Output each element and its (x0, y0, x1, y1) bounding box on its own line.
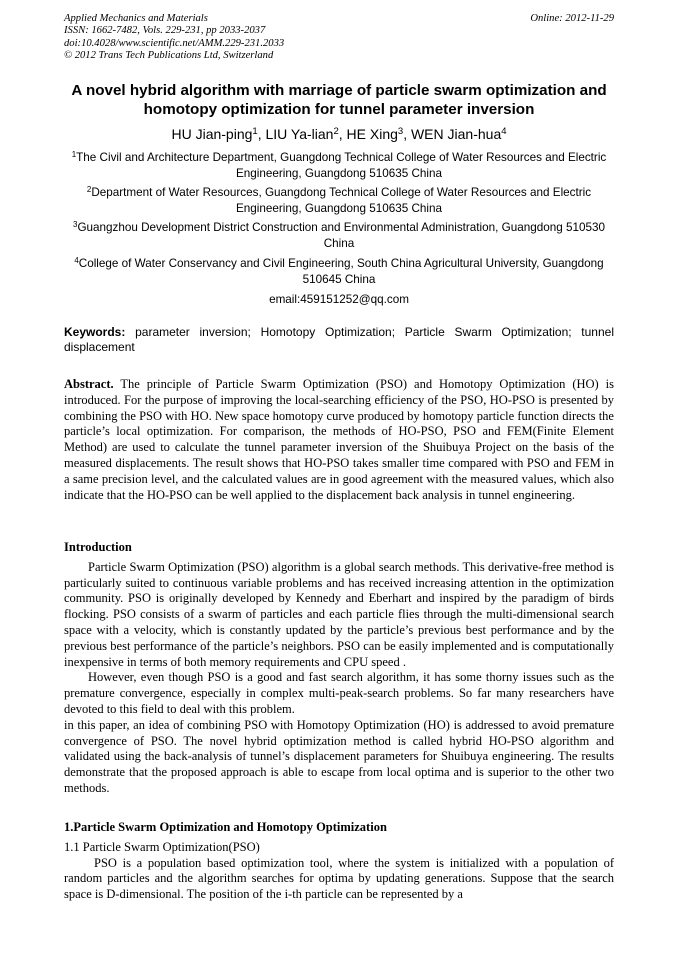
online-date: Online: 2012-11-29 (530, 13, 614, 24)
paragraph: in this paper, an idea of combining PSO with Homotopy Optimization (HO) is addressed to avoid premature convergence of PSO. The novel hybrid optimization method is called hybrid HO-PSO algorithm and validated using the back-analysis of tunnel’s displacement parameters for Shuibuya engineering. The results demonstrate that the proposed approach is able to escape from local optima and is superior to the other two methods. (64, 717, 614, 795)
subsection-heading: 1.1 Particle Swarm Optimization(PSO) (64, 839, 260, 854)
abstract-label: Abstract. (64, 377, 114, 391)
introduction-section (64, 540, 614, 797)
author-sup: 3 (397, 126, 404, 138)
paragraph: PSO is a population based optimization tool, where the system is initialized with a population of random particles and the algorithm searches for optima by updating generations. Suppose that the search space is D-dimensional. The position of the i-th particle can be represented by a (64, 855, 614, 902)
email: email:459151252@qq.com (269, 293, 409, 306)
section-1 (64, 820, 614, 903)
keywords-label: Keywords: (64, 325, 126, 339)
affiliation (60, 150, 618, 182)
author-name: LIU Ya-lian (265, 126, 334, 142)
doi: doi:10.4028/www.scientific.net/AMM.229-231.2033 (64, 37, 285, 49)
introduction-heading: Introduction (64, 540, 132, 554)
affiliation-text: Department of Water Resources, Guangdong Technical College of Water Resources and Electric Engineering, Guangdong 510635 China (91, 186, 592, 215)
affiliation-text: The Civil and Architecture Department, Guangdong Technical College of Water Resources and Electric Engineering, Guangdong 510635 China (76, 151, 607, 180)
author-name: WEN Jian-hua (410, 126, 502, 142)
abstract (64, 377, 614, 503)
affiliation-sup: 4 (74, 256, 79, 266)
journal-header (64, 13, 614, 62)
affiliation-sup: 2 (86, 185, 92, 195)
paper-title: A novel hybrid algorithm with marriage of particle swarm optimization and homotopy optimization for tunnel parameter inversion (71, 82, 607, 118)
keywords (64, 325, 614, 355)
author-sup: 2 (333, 126, 339, 138)
author-sup: 4 (501, 126, 507, 138)
issn: ISSN: 1662-7482, Vols. 229-231, pp 2033-2037 (64, 25, 266, 37)
journal-name: Applied Mechanics and Materials (64, 13, 208, 24)
affiliation-sup: 3 (73, 220, 78, 230)
author-list: HU Jian-ping$^1$, LIU Ya-lian$^2$, HE Xing$^3$, WEN Jian-hua$^4$ (171, 126, 507, 142)
paragraph: However, even though PSO is a good and fast search algorithm, it has some thorny issues such as the premature convergence, especially in complex multi-peak-search problems. So far many researchers have devoted to this field to deal with this problem. (64, 670, 614, 716)
affiliation (60, 185, 618, 217)
abstract-text: The principle of Particle Swarm Optimization (PSO) and Homotopy Optimization (HO) is introduced. For the purpose of improving the local-searching efficiency of the PSO, HO-PSO is presented by combining the PSO with HO. New space homotopy curve produced by homotopy particle function directs the particle’s local optimization. For comparison, the methods of HO-PSO, PSO and FEM(Finite Element Method) are used to calculate the tunnel parameter inversion of the Shuibuya Project on the basis of the measured displacements. The result shows that HO-PSO takes smaller time compared with PSO and FEM in a same precision level, and the calculated values are in good agreement with the measured values, which also indicate that the HO-PSO can be well applied to the displacement back analysis in tunnel engineering. (64, 377, 614, 502)
affiliation (60, 220, 618, 252)
author-name: HU Jian-ping (171, 126, 253, 142)
author-name: HE Xing (346, 126, 398, 142)
keywords-text: parameter inversion; Homotopy Optimization; Particle Swarm Optimization; tunnel displacement (64, 325, 614, 354)
copyright: © 2012 Trans Tech Publications Ltd, Switzerland (64, 49, 274, 61)
section-heading: 1.Particle Swarm Optimization and Homotopy Optimization (64, 820, 387, 834)
affiliation (60, 256, 618, 288)
affiliation-text: Guangzhou Development District Construction and Environmental Administration, Guangdong 510530 China (77, 221, 605, 250)
paragraph: Particle Swarm Optimization (PSO) algorithm is a global search methods. This derivative-free method is particularly suited to continuous variable problems and has received increasing attention in the optimization community. PSO is originally developed by Kennedy and Eberhart and inspired by the paradigm of birds flocking. PSO consists of a swarm of particles and each particle flies through the multi-dimensional search space with a velocity, which is constantly updated by the particle’s previous best performance and by the previous best performance of the particle’s neighbors. PSO can be easily implemented and is computationally inexpensive in terms of both memory requirements and CPU speed . (64, 559, 614, 669)
affiliation-sup: 1 (71, 150, 77, 160)
affiliation-text: College of Water Conservancy and Civil Engineering, South China Agricultural University, Guangdong 510645 China (78, 257, 604, 286)
author-sup: 1 (252, 126, 258, 138)
